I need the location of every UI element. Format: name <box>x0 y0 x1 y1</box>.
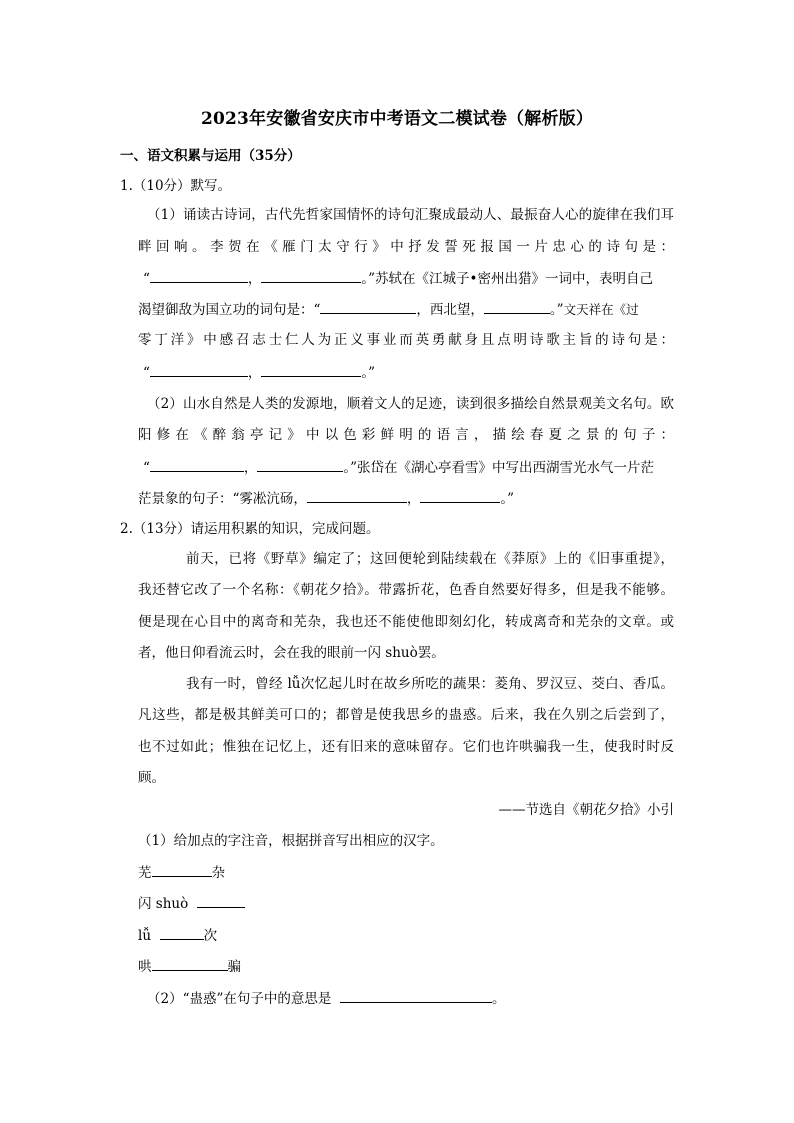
q1-part1-line4-tail: 文天祥在《过 <box>563 302 639 317</box>
page-title: 2023年安徽省安庆市中考语文二模试卷（解析版） <box>200 109 594 129</box>
close-quote: 。” <box>500 491 515 507</box>
q1-part1-line2: 畔回响。李贺在《雁门太守行》中抒发誓死报国一片忠心的诗句是： <box>138 239 674 255</box>
open-quote: “ <box>143 271 150 287</box>
answer-blank[interactable] <box>420 488 500 503</box>
q2-sub2-text: （2）“蛊惑”在句子中的意思是 <box>147 991 332 1007</box>
q2-sub2 <box>147 988 506 1009</box>
answer-blank[interactable] <box>150 268 248 283</box>
close-quote: 。” <box>361 365 376 381</box>
passage-source: ——节选自《朝花夕拾》小引 <box>498 802 674 818</box>
item-char: 哄 <box>138 959 152 975</box>
answer-blank[interactable] <box>152 956 228 971</box>
answer-blank[interactable] <box>261 268 361 283</box>
passage-para2-line: 也不过如此；惟独在记忆上，还有旧来的意味留存。它们也许哄骗我一生，使我时时反 <box>138 739 674 755</box>
pinyin-item <box>138 862 225 883</box>
q1-part2-line3-text: 。”张岱在《湖心亭看雪》中写出西湖雪光水气一片茫 <box>343 460 655 476</box>
passage-para1-line: 前天，已将《野草》编定了；这回便轮到陆续载在《莽原》上的《旧事重提》， <box>186 551 674 567</box>
answer-blank[interactable] <box>320 299 416 314</box>
passage-para1-line: 者，他日仰看流云时，会在我的眼前一闪 shuò罢。 <box>138 645 445 661</box>
open-quote: “ <box>143 365 150 381</box>
item-char: 骗 <box>227 959 241 975</box>
pinyin-item <box>138 925 217 946</box>
q1-part1-line1: （1）诵读古诗词，古代先哲家国情怀的诗句汇聚成最动人、最振奋人心的旋律在我们耳 <box>147 207 674 223</box>
comma: ， <box>247 365 262 381</box>
item-char: lǚ <box>138 928 152 944</box>
section-heading: 一、语文积累与运用（35分） <box>120 148 301 164</box>
q1-part1-line4 <box>138 299 639 320</box>
item-char: 次 <box>203 928 218 944</box>
pinyin-item <box>138 893 245 914</box>
q1-part1-line5: 零丁洋》中感召志士仁人为正义事业而英勇献身且点明诗歌主旨的诗句是： <box>138 332 674 348</box>
q2-sub1: （1）给加点的字注音，根据拼音写出相应的汉字。 <box>138 833 444 849</box>
period: 。 <box>492 991 506 1007</box>
open-quote: “ <box>143 460 150 476</box>
answer-blank[interactable] <box>484 299 550 314</box>
close-quote: 。” <box>549 302 564 318</box>
q1-part1-line6 <box>143 362 375 383</box>
q1-part1-line4-mid: ，西北望， <box>416 302 484 318</box>
q1-part1-line4-text: 渴望御敌为国立功的词句是：“ <box>138 302 321 318</box>
answer-blank[interactable] <box>197 893 245 908</box>
item-char: 杂 <box>211 865 225 881</box>
q1-part2-line2: 阳修在《醉翁亭记》中以色彩鲜明的语言，描绘春夏之景的句子： <box>138 427 674 443</box>
answer-blank[interactable] <box>152 862 212 877</box>
item-char: 闪 shuò <box>138 896 189 912</box>
answer-blank[interactable] <box>257 457 343 472</box>
q1-part2-line1: （2）山水自然是人类的发源地，顺着文人的足迹，读到很多描绘自然景观美文名句。欧 <box>147 396 674 412</box>
passage-para2-line: 顾。 <box>138 770 165 786</box>
item-char: 芜 <box>138 865 152 881</box>
comma: ， <box>243 460 258 476</box>
answer-blank[interactable] <box>150 362 248 377</box>
q1-part1-line3-text: 。”苏轼在《江城子•密州出猎》一词中，表明自己 <box>361 271 654 287</box>
answer-blank[interactable] <box>150 457 244 472</box>
answer-blank[interactable] <box>340 988 492 1003</box>
passage-para2-line: 凡这些，都是极其鲜美可口的；都曾是使我思乡的蛊惑。后来，我在久别之后尝到了， <box>138 707 674 723</box>
comma: ， <box>406 491 421 507</box>
answer-blank[interactable] <box>307 488 407 503</box>
q1-part2-line4 <box>138 488 514 509</box>
q1-part1-line3 <box>143 268 653 289</box>
answer-blank[interactable] <box>261 362 361 377</box>
passage-para1-line: 我还替它改了一个名称：《朝花夕拾》。带露折花，色香自然要好得多，但是我不能够。 <box>138 582 674 598</box>
question-1-heading: 1.（10分）默写。 <box>120 178 232 194</box>
q1-part2-line4-text: 茫景象的句子：“雾凇沆砀， <box>138 491 307 507</box>
passage-para1-line: 便是现在心目中的离奇和芜杂，我也还不能使他即刻幻化，转成离奇和芜杂的文章。或 <box>138 614 674 630</box>
answer-blank[interactable] <box>160 925 204 940</box>
comma: ， <box>247 271 262 287</box>
question-2-heading: 2.（13分）请运用积累的知识，完成问题。 <box>120 521 380 537</box>
q1-part2-line3 <box>143 457 654 478</box>
passage-para2-line: 我有一时，曾经 lǚ次忆起儿时在故乡所吃的蔬果：菱角、罗汉豆、茭白、香瓜。 <box>186 676 674 692</box>
pinyin-item <box>138 956 241 977</box>
